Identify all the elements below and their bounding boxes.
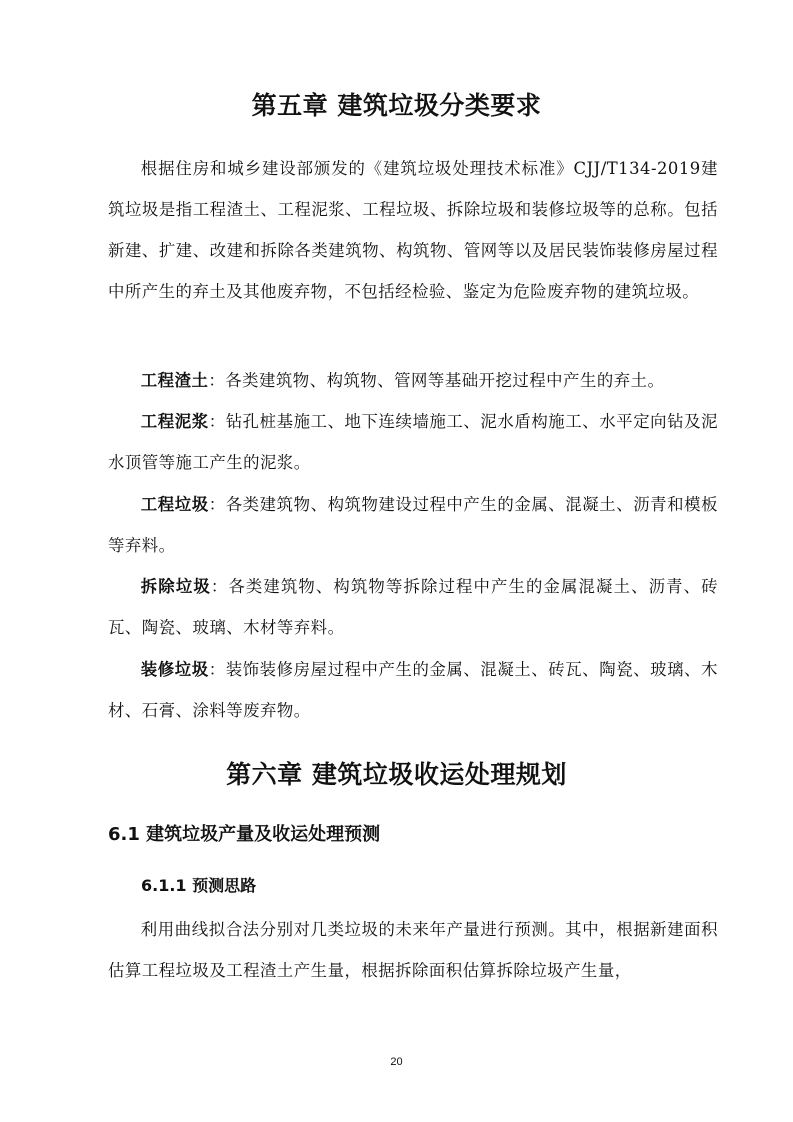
definition-demolition-waste — [108, 566, 718, 648]
definition-text: ：各类建筑物、构筑物建设过程中产生的金属、混凝土、沥青和模板等弃料。 — [108, 495, 719, 555]
definition-text: ：各类建筑物、构筑物等拆除过程中产生的金属混凝土、沥青、砖瓦、陶瓷、玻璃、木材等弃料。 — [108, 577, 719, 637]
definition-text: ：装饰装修房屋过程中产生的金属、混凝土、砖瓦、陶瓷、玻璃、木材、石膏、涂料等废弃物。 — [108, 660, 719, 720]
page-number: 20 — [390, 1056, 403, 1068]
definition-text: ：钻孔桩基施工、地下连续墙施工、泥水盾构施工、水平定向钻及泥水顶管等施工产生的泥浆。 — [108, 412, 719, 472]
definition-term: 工程垃圾 — [140, 495, 209, 514]
definition-text: ：各类建筑物、构筑物、管网等基础开挖过程中产生的弃土。 — [208, 371, 665, 390]
definition-engineering-muck — [108, 360, 718, 401]
subsection-6-1-1-heading: 6.1.1 预测思路 — [141, 876, 257, 895]
definition-decoration-waste — [108, 649, 718, 731]
definition-term: 拆除垃圾 — [140, 577, 211, 596]
chapter-5-title: 第五章 建筑垃圾分类要求 — [251, 91, 542, 120]
definition-term: 工程泥浆 — [140, 412, 209, 431]
chapter-6-title: 第六章 建筑垃圾收运处理规划 — [226, 760, 567, 789]
definition-term: 工程渣土 — [140, 371, 209, 390]
definition-engineering-mud — [108, 401, 718, 483]
chapter-5-intro-paragraph: 根据住房和城乡建设部颁发的《建筑垃圾处理技术标准》CJJ/T134-2019建筑垃圾是指工程渣土、工程泥浆、工程垃圾、拆除垃圾和装修垃圾等的总称。包括新建、扩建、改建和拆除各类建筑物、构筑物、管网等以及居民装饰装修房屋过程中所产生的弃土及其他废弃物，不包括经检验、鉴定为危险废弃物的建筑垃圾。 — [108, 159, 718, 301]
section-6-1-heading: 6.1 建筑垃圾产量及收运处理预测 — [108, 824, 381, 845]
definition-engineering-waste — [108, 484, 718, 566]
forecast-approach-paragraph: 利用曲线拟合法分别对几类垃圾的未来年产量进行预测。其中，根据新建面积估算工程垃圾及工程渣土产生量，根据拆除面积估算拆除垃圾产生量， — [108, 920, 718, 980]
definition-term: 装修垃圾 — [140, 660, 209, 679]
